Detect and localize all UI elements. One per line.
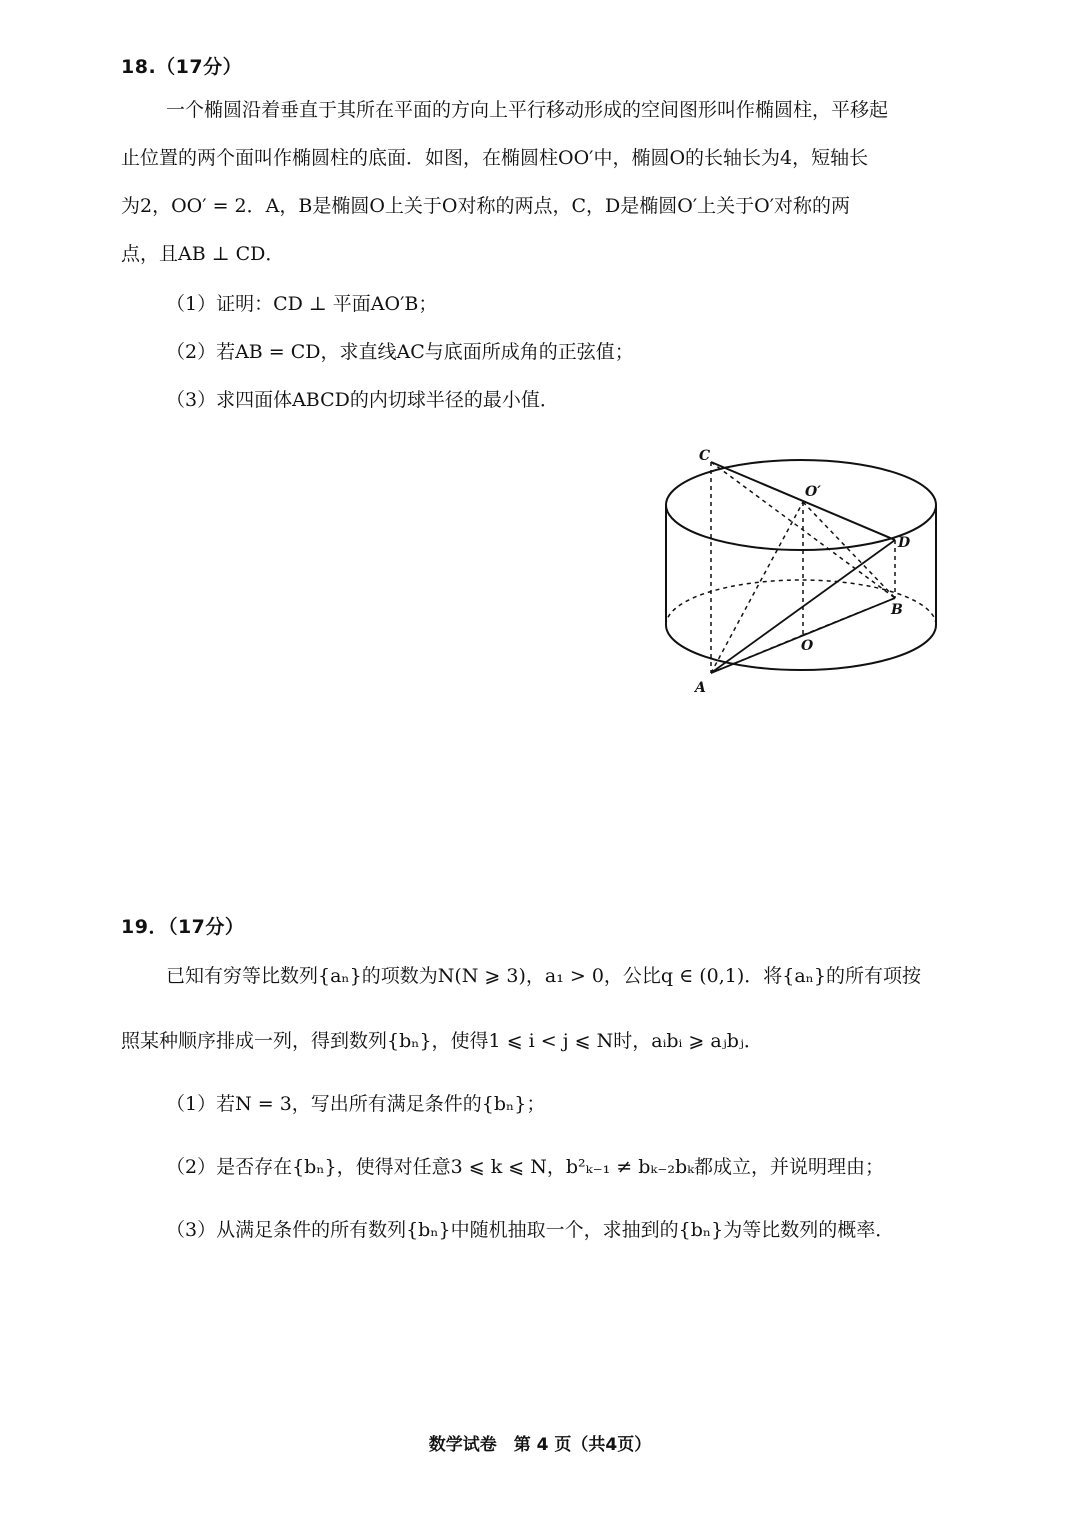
elliptic-cylinder-figure — [655, 440, 955, 705]
label-B: B — [891, 602, 903, 618]
page-footer: 数学试卷 第 4 页（共4页） — [428, 1435, 652, 1455]
question-18-heading: 18.（17分） — [121, 56, 243, 78]
q18-paragraph-line-4: 点，且AB ⊥ CD． — [121, 243, 285, 265]
q18-paragraph-line-3: 为2，OO′ = 2．A，B是椭圆O上关于O对称的两点，C，D是椭圆O′上关于O′对称的两 — [121, 195, 851, 217]
q19-paragraph-line-1: 已知有穷等比数列{aₙ}的项数为N(N ⩾ 3)，a₁ > 0，公比q ∈ (0,1)．将{aₙ}的所有项按 — [166, 965, 921, 987]
label-O-prime: O′ — [805, 484, 821, 500]
q18-subquestion-2: （2）若AB = CD，求直线AC与底面所成角的正弦值； — [166, 341, 634, 363]
label-D: D — [898, 535, 911, 551]
q19-subquestion-1: （1）若N = 3，写出所有满足条件的{bₙ}； — [166, 1093, 546, 1115]
question-19-heading: 19．（17分） — [121, 916, 245, 938]
q18-paragraph-line-2: 止位置的两个面叫作椭圆柱的底面．如图，在椭圆柱OO′中，椭圆O的长轴长为4，短轴长 — [121, 147, 869, 169]
q18-subquestion-1: （1）证明：CD ⊥ 平面AO′B； — [166, 293, 438, 315]
top-ellipse — [666, 460, 936, 550]
label-C: C — [699, 448, 711, 464]
q18-paragraph-line-1: 一个椭圆沿着垂直于其所在平面的方向上平行移动形成的空间图形叫作椭圆柱，平移起 — [166, 99, 889, 121]
q19-subquestion-2: （2）是否存在{bₙ}，使得对任意3 ⩽ k ⩽ N，b²ₖ₋₁ ≠ bₖ₋₂bₖ都成立，并说明理由； — [166, 1156, 885, 1178]
label-A: A — [695, 680, 706, 696]
q18-subquestion-3: （3）求四面体ABCD的内切球半径的最小值． — [166, 389, 559, 411]
q19-paragraph-line-2: 照某种顺序排成一列，得到数列{bₙ}，使得1 ⩽ i < j ⩽ N时，aᵢbᵢ ⩾ aⱼbⱼ． — [121, 1030, 763, 1052]
label-O: O — [801, 638, 814, 654]
q19-subquestion-3: （3）从满足条件的所有数列{bₙ}中随机抽取一个，求抽到的{bₙ}为等比数列的概率． — [166, 1219, 895, 1241]
